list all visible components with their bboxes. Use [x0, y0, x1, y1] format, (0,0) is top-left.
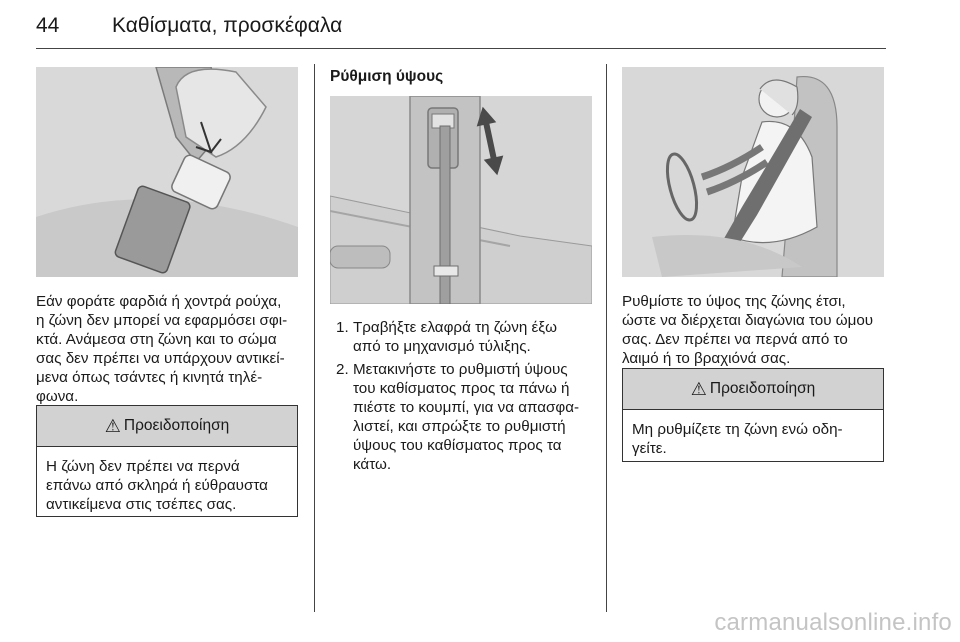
warning-header: [37, 406, 297, 447]
step-number: 2.: [336, 361, 349, 378]
text-line: Μετακινήστε το ρυθμιστή ύψους: [353, 361, 568, 378]
text-line: κάτω.: [353, 456, 392, 473]
steps-list: [330, 318, 600, 478]
warning-body: [623, 410, 883, 466]
page-number: 44: [36, 14, 60, 37]
text-line: ώστε να διέρχεται διαγώνια του ώμου: [622, 312, 874, 329]
warning-box-2: [622, 368, 884, 462]
warning-title: Προειδοποίηση: [709, 380, 816, 397]
text-line: πιέστε το κουμπί, για να απασφα‐: [353, 399, 580, 416]
text-line: από το μηχανισμό τύλιξης.: [353, 338, 531, 355]
text-line: φωνα.: [36, 388, 79, 405]
warning-title: Προειδοποίηση: [123, 417, 230, 434]
step-item: [330, 318, 600, 356]
text-line: επάνω από σκληρά ή εύθραυστα: [46, 477, 268, 494]
text-line: λιστεί, και σπρώξτε το ρυθμιστή: [353, 418, 566, 435]
text-line: η ζώνη δεν μπορεί να εφαρμόσει σφι‐: [36, 312, 288, 329]
step-number: 1.: [336, 319, 349, 336]
warning-box-1: [36, 405, 298, 517]
warning-body: [37, 447, 297, 522]
page-title: Καθίσματα, προσκέφαλα: [112, 14, 343, 37]
warning-icon: ⚠: [104, 415, 121, 436]
text-line: κτά. Ανάμεσα στη ζώνη και το σώμα: [36, 331, 277, 348]
text-line: γείτε.: [632, 440, 667, 457]
column-divider-2: [606, 64, 607, 612]
buckle-figure: [36, 67, 298, 277]
warning-icon: ⚠: [690, 378, 707, 399]
header-rule: [36, 48, 886, 49]
text-line: Εάν φοράτε φαρδιά ή χοντρά ρούχα,: [36, 293, 282, 310]
seated-driver-figure: [622, 67, 884, 277]
text-line: Μη ρυθμίζετε τη ζώνη ενώ οδη‐: [632, 421, 843, 438]
warning-header: [623, 369, 883, 410]
step-item: [330, 360, 600, 474]
seated-driver-icon: [622, 67, 884, 277]
text-line: σας δεν πρέπει να υπάρχουν αντικεί‐: [36, 350, 285, 367]
text-line: ύψους του καθίσματος προς τα: [353, 437, 562, 454]
text-line: αντικείμενα στις τσέπες σας.: [46, 496, 237, 513]
buckle-icon: [36, 67, 298, 277]
text-line: Η ζώνη δεν πρέπει να περνά: [46, 458, 240, 475]
text-line: μενα όπως τσάντες ή κινητά τηλέ‐: [36, 369, 263, 386]
col3-paragraph: [622, 292, 892, 368]
text-line: σας. Δεν πρέπει να περνά από το: [622, 331, 848, 348]
section-title: Ρύθμιση ύψους: [330, 68, 444, 85]
col1-paragraph: [36, 292, 311, 406]
text-line: του καθίσματος προς τα πάνω ή: [353, 380, 570, 397]
height-adjuster-figure: [330, 96, 592, 304]
text-line: Ρυθμίστε το ύψος της ζώνης έτσι,: [622, 293, 846, 310]
text-line: λαιμό ή το βραχιόνά σας.: [622, 350, 791, 367]
watermark: carmanualsonline.info: [714, 609, 952, 636]
page-header: [36, 14, 886, 50]
column-divider-1: [314, 64, 315, 612]
height-adjuster-icon: [330, 96, 592, 304]
text-line: Τραβήξτε ελαφρά τη ζώνη έξω: [353, 319, 557, 336]
